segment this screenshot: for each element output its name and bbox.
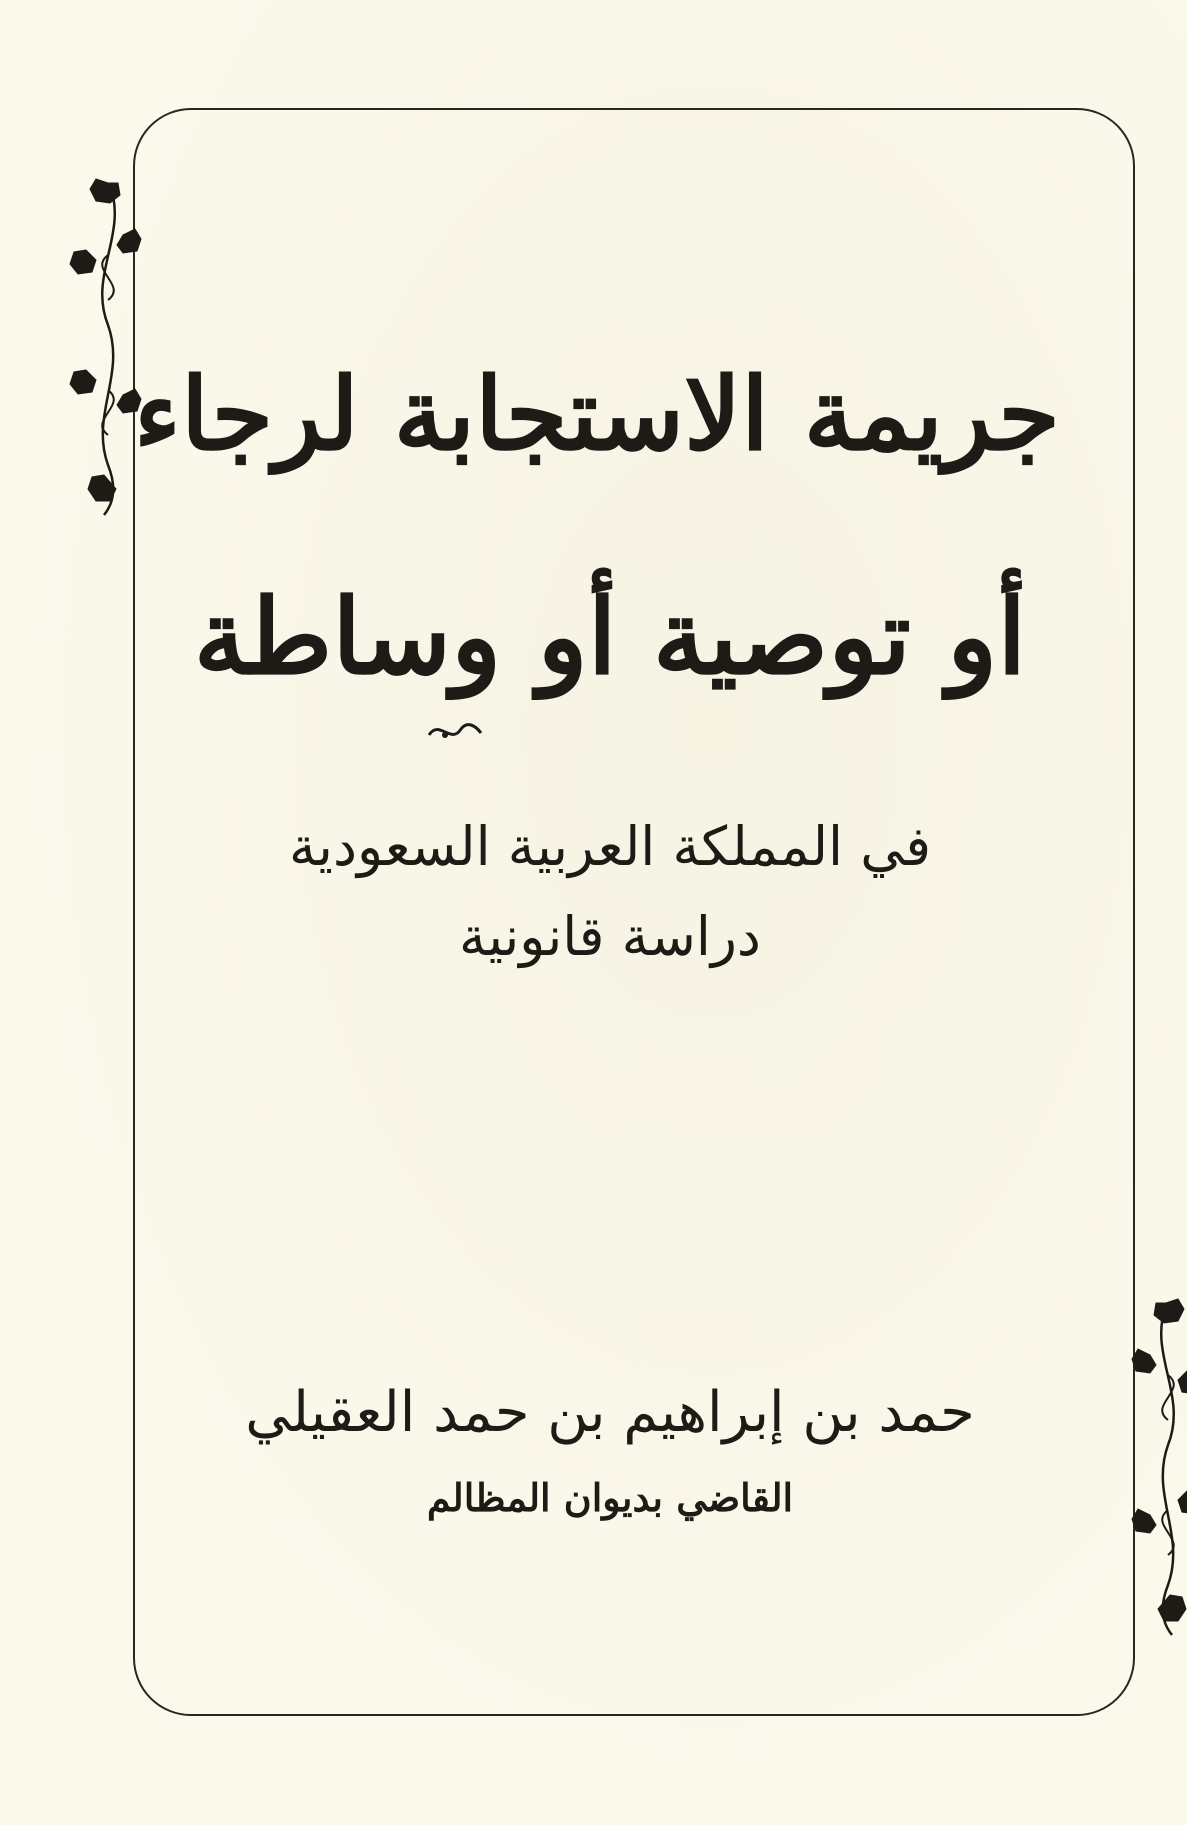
book-title-line-1: جريمة الاستجابة لرجاء: [133, 355, 1060, 473]
vine-leaves-ornament-icon: [1130, 1295, 1187, 1640]
vine-leaves-ornament-icon: [68, 175, 142, 520]
calligraphic-flourish-icon: [425, 715, 485, 747]
book-subtitle-country: في المملكة العربية السعودية: [288, 815, 932, 878]
book-title-line-2: أو توصية أو وساطة: [193, 575, 1027, 698]
author-name: حمد بن إبراهيم بن حمد العقيلي: [245, 1380, 975, 1445]
author-role: القاضي بديوان المظالم: [426, 1475, 794, 1520]
book-subtitle-study-type: دراسة قانونية: [459, 905, 761, 968]
